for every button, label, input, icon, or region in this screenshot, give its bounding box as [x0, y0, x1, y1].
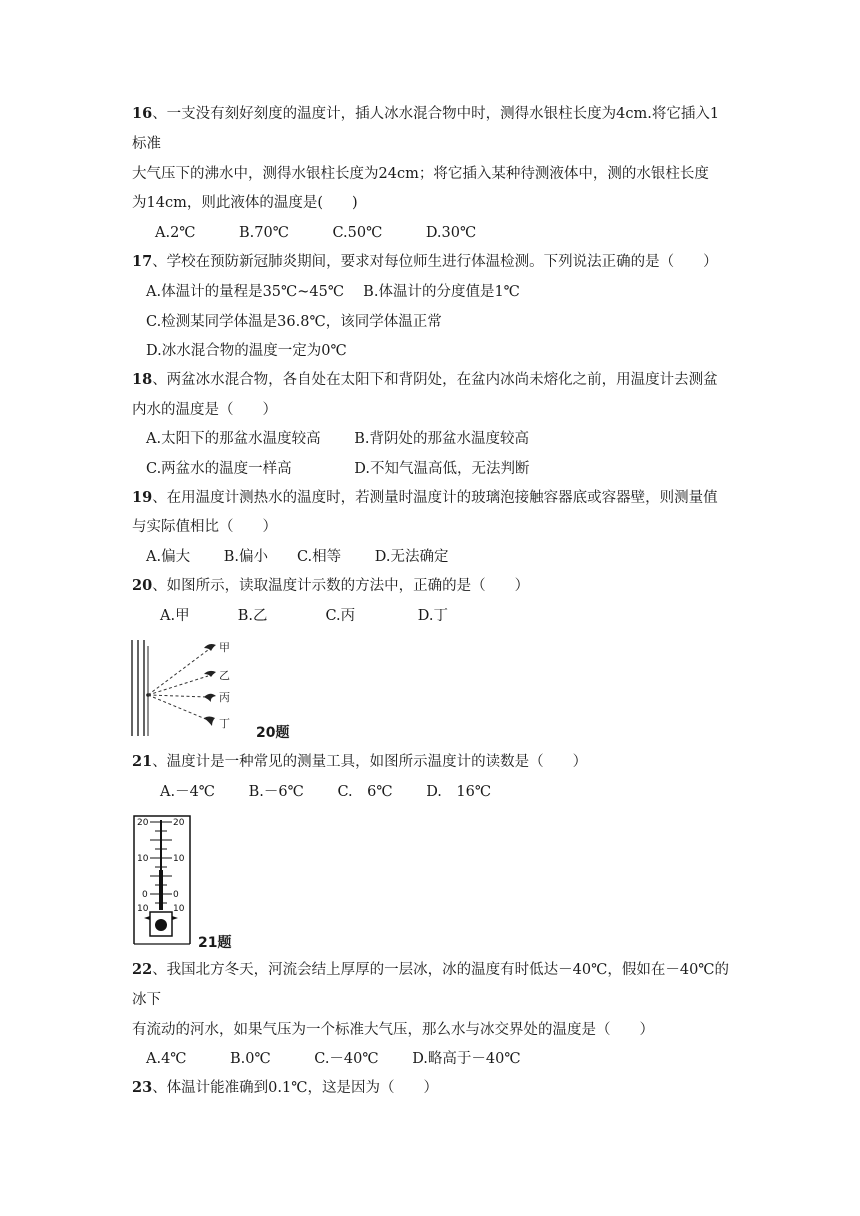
question-number: 18 [132, 371, 153, 388]
question-number: 22 [132, 961, 153, 978]
question-17 [132, 252, 718, 272]
figure-20-thermometer-reading [128, 636, 248, 740]
question-16 [132, 104, 719, 124]
question-number: 16 [132, 105, 153, 122]
question-22 [132, 960, 729, 980]
question-text-line: 有流动的河水，如果气压为一个标准大气压，那么水与冰交界处的温度是（ ） [132, 1022, 654, 1038]
question-number: 23 [132, 1079, 153, 1096]
question-text: 、体温计能准确到0.1℃，这是因为（ ） [152, 1080, 438, 1096]
figure-20-caption: 20题 [256, 725, 290, 741]
scale-label-right: 20 [173, 818, 185, 828]
question-number: 17 [132, 253, 153, 270]
question-18 [132, 370, 718, 390]
eye-label-ding: 丁 [219, 717, 230, 730]
answer-options: A.偏大 B.偏小 C.相等 D.无法确定 [146, 549, 449, 565]
scale-label-right: 10 [173, 904, 185, 914]
answer-options: D.冰水混合物的温度一定为0℃ [146, 343, 347, 359]
question-19 [132, 488, 718, 508]
question-text: 、一支没有刻好刻度的温度计，插人冰水混合物中时，测得水银柱长度为4cm.将它插入1 [152, 106, 720, 122]
eye-label-bing: 丙 [219, 691, 230, 704]
answer-options: A.太阳下的那盆水温度较高 B.背阴处的那盆水温度较高 [146, 431, 529, 447]
eye-label-jia: 甲 [219, 641, 230, 654]
answer-options: A.体温计的量程是35℃~45℃ B.体温计的分度值是1℃ [146, 284, 520, 300]
question-text: 、学校在预防新冠肺炎期间，要求对每位师生进行体温检测。下列说法正确的是（ ） [152, 254, 718, 270]
eye-label-yi: 乙 [219, 669, 230, 682]
question-text-line: 内水的温度是（ ） [132, 402, 277, 418]
answer-options: A.甲 B.乙 C.丙 D.丁 [160, 608, 448, 624]
question-text: 、温度计是一种常见的测量工具，如图所示温度计的读数是（ ） [152, 754, 588, 770]
question-number: 21 [132, 753, 153, 770]
question-text-line: 标准 [132, 136, 161, 152]
answer-options: A.2℃ B.70℃ C.50℃ D.30℃ [155, 225, 477, 241]
question-text-line: 为14cm，则此液体的温度是( ) [132, 195, 358, 211]
question-text: 、如图所示，读取温度计示数的方法中，正确的是（ ） [152, 578, 530, 594]
answer-options: A.－4℃ B.－6℃ C. 6℃ D. 16℃ [160, 784, 492, 800]
figure-21-thermometer [128, 812, 194, 946]
question-20 [132, 576, 529, 596]
question-text-line: 与实际值相比（ ） [132, 519, 277, 535]
question-text-line: 大气压下的沸水中，测得水银柱长度为24cm；将它插入某种待测液体中，测的水银柱长度 [132, 166, 709, 182]
question-text: 、两盆冰水混合物，各自处在太阳下和背阴处，在盆内冰尚未熔化之前，用温度计去测盆 [152, 372, 718, 388]
scale-label-right: 10 [173, 854, 185, 864]
question-21 [132, 752, 587, 772]
question-text-line: 冰下 [132, 992, 161, 1008]
sight-lines [148, 650, 208, 720]
answer-options: A.4℃ B.0℃ C.－40℃ D.略高于－40℃ [146, 1051, 521, 1067]
bulb [144, 912, 178, 936]
question-23 [132, 1078, 438, 1098]
scale-label-left: 10 [137, 854, 149, 864]
answer-options: C.检测某同学体温是36.8℃，该同学体温正常 [146, 314, 442, 330]
scale-label-left: 20 [137, 818, 149, 828]
scale-label-right: 0 [173, 890, 179, 900]
answer-options: C.两盆水的温度一样高 D.不知气温高低，无法判断 [146, 461, 530, 477]
question-number: 19 [132, 489, 153, 506]
question-text: 、在用温度计测热水的温度时，若测量时温度计的玻璃泡接触容器底或容器壁，则测量值 [152, 490, 718, 506]
question-number: 20 [132, 577, 153, 594]
mercury-column [159, 870, 163, 910]
eye-icon [204, 644, 216, 726]
question-text: 、我国北方冬天，河流会结上厚厚的一层冰，冰的温度有时低达－40℃，假如在－40℃的 [152, 962, 730, 978]
thermometer-tube [132, 640, 148, 736]
figure-21-caption: 21题 [198, 935, 232, 951]
scale-label-left: 10 [137, 904, 149, 914]
scale-label-left: 0 [142, 890, 148, 900]
